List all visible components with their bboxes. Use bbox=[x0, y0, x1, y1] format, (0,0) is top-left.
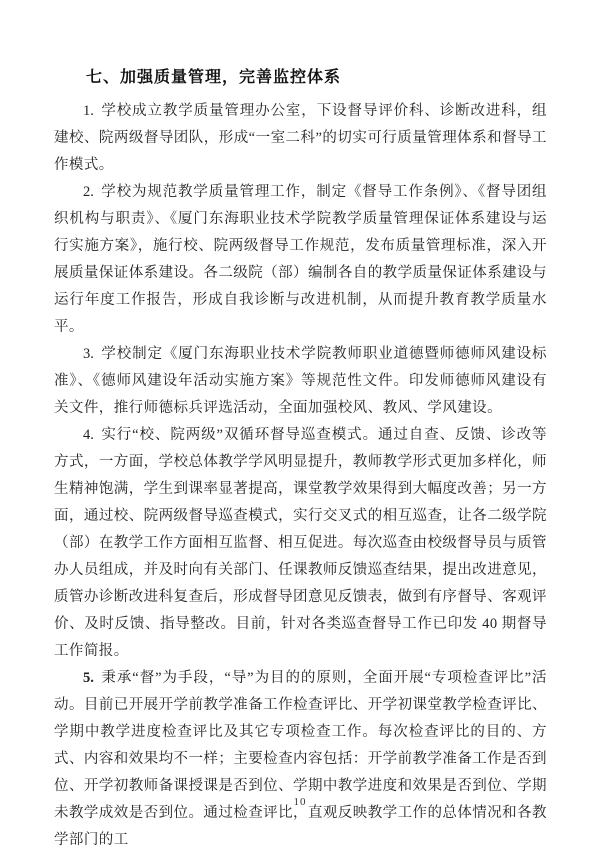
paragraph-5-number: 5. bbox=[83, 670, 94, 686]
paragraph-4-number: 4. bbox=[83, 427, 94, 443]
paragraph-1-number: 1. bbox=[83, 103, 94, 119]
paragraph-5 bbox=[54, 665, 547, 848]
paragraph-4-text: 实行“校、院两级”双循环督导巡查模式。通过自查、反馈、诊改等方式，一方面，学校总体教学学风明显提升，教师教学形式更加多样化，师生精神饱满，学生到课率显著提高，课堂教学效果得到大幅度改善；另一方面，通过校、院两级督导巡查模式，实行交叉式的相互巡查，让各二级学院（部）在教学工作方面相互监督、相互促进。每次巡查由校级督导员与质管办人员组成，并及时向有关部门、任课教师反馈巡查结果，提出改进意见，质管办诊断改进科复查后，形成督导团意见反馈表，做到有序督导、客观评价、及时反馈、指导整改。目前，针对各类巡查督导工作已印发 40 期督导工作简报。 bbox=[54, 427, 547, 659]
paragraph-2 bbox=[54, 179, 547, 341]
paragraph-2-number: 2. bbox=[83, 184, 94, 200]
section-heading: 七、加强质量管理，完善监控体系 bbox=[86, 69, 342, 86]
paragraph-1 bbox=[54, 98, 547, 179]
paragraph-4 bbox=[54, 422, 547, 665]
paragraph-2-text: 学校为规范教学质量管理工作，制定《督导工作条例》、《督导团组织机构与职责》、《厦门东海职业技术学院教学质量管理保证体系建设与运行实施方案》，施行校、院两级督导工作规范，发布质量管理标准，深入开展质量保证体系建设。各二级院（部）编制各自的教学质量保证体系建设与运行年度工作报告，形成自我诊断与改进机制，从而提升教育教学质量水平。 bbox=[54, 184, 547, 335]
paragraph-5-text: 秉承“督”为手段，“导”为目的的原则，全面开展“专项检查评比”活动。目前已开展开学前教学准备工作检查评比、开学初课堂教学检查评比、学期中教学进度检查评比及其它专项检查工作。每次检查评比的目的、方式、内容和效果均不一样；主要检查内容包括：开学前教学准备工作是否到位、开学初教师备课授课是否到位、学期中教学进度和效果是否到位、学期未教学成效是否到位。通过检查评比，直观反映教学工作的总体情况和各教学部门的工 bbox=[54, 670, 547, 848]
paragraph-3-text: 学校制定《厦门东海职业技术学院教师职业道德暨师德师风建设标准》、《德师风建设年活动实施方案》等规范性文件。印发师德师风建设有关文件，推行师德标兵评选活动，全面加强校风、教风、学风建设。 bbox=[54, 346, 547, 416]
page-number: 10 bbox=[293, 796, 307, 808]
document-content bbox=[54, 64, 547, 848]
paragraph-3 bbox=[54, 341, 547, 422]
paragraph-1-text: 学校成立教学质量管理办公室，下设督导评价科、诊断改进科，组建校、院两级督导团队，形成“一室二科”的切实可行质量管理体系和督导工作模式。 bbox=[54, 103, 547, 173]
paragraph-3-number: 3. bbox=[83, 346, 94, 362]
